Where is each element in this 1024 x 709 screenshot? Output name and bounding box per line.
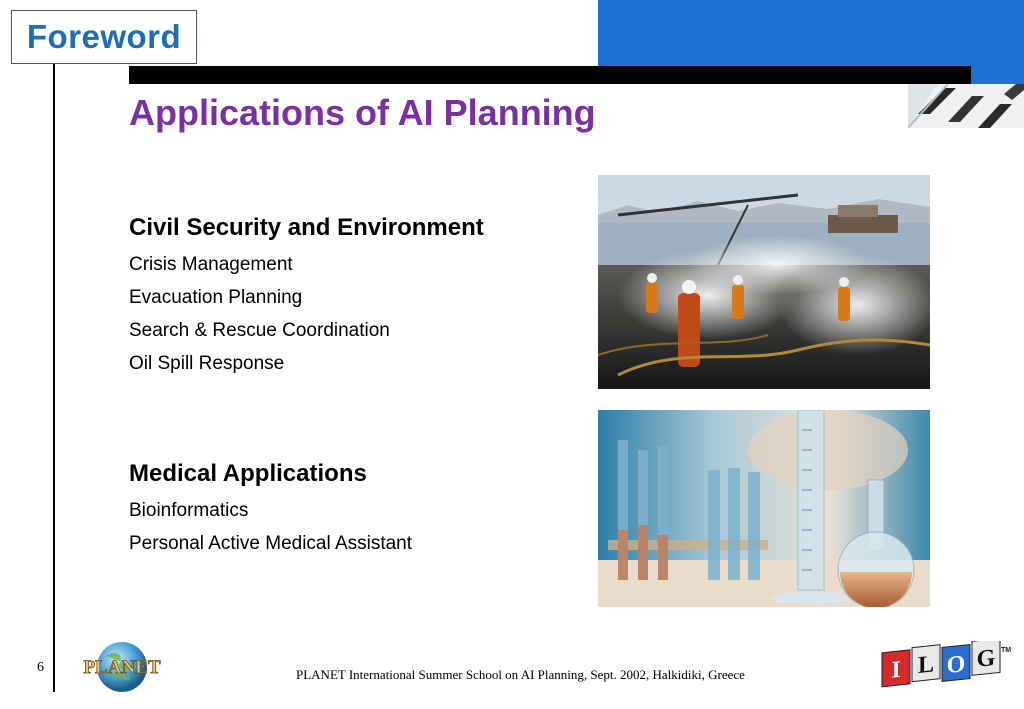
planet-logo-text: PLANET <box>83 657 161 678</box>
list-item: Oil Spill Response <box>129 353 285 374</box>
ilog-trademark: TM <box>1001 647 1012 654</box>
page-number: 6 <box>37 660 44 675</box>
list-item: Evacuation Planning <box>129 287 303 308</box>
ilog-letter: L <box>917 651 935 679</box>
section-label-box <box>11 10 197 64</box>
ilog-letter: I <box>891 656 901 684</box>
section-label: Foreword <box>26 18 182 55</box>
list-item: Search & Rescue Coordination <box>129 320 390 341</box>
lab-glassware-photo <box>598 410 930 607</box>
header-bar <box>129 66 971 84</box>
ilog-logo <box>880 641 1014 693</box>
ilog-letter: O <box>946 651 966 679</box>
oil-spill-photo <box>598 175 930 389</box>
list-item: Bioinformatics <box>129 500 249 521</box>
ilog-letter: G <box>976 644 996 673</box>
planet-logo <box>66 640 178 694</box>
list-item: Personal Active Medical Assistant <box>129 533 413 554</box>
footer-text: PLANET International Summer School on AI Planning, Sept. 2002, Halkidiki, Greece <box>296 667 745 682</box>
building-corner-image <box>908 84 1024 128</box>
left-rule <box>53 64 55 692</box>
list-item: Crisis Management <box>129 254 293 275</box>
section-heading-civil-security: Civil Security and Environment <box>129 214 484 241</box>
slide-title: Applications of AI Planning <box>129 92 596 133</box>
section-heading-medical: Medical Applications <box>129 460 367 487</box>
